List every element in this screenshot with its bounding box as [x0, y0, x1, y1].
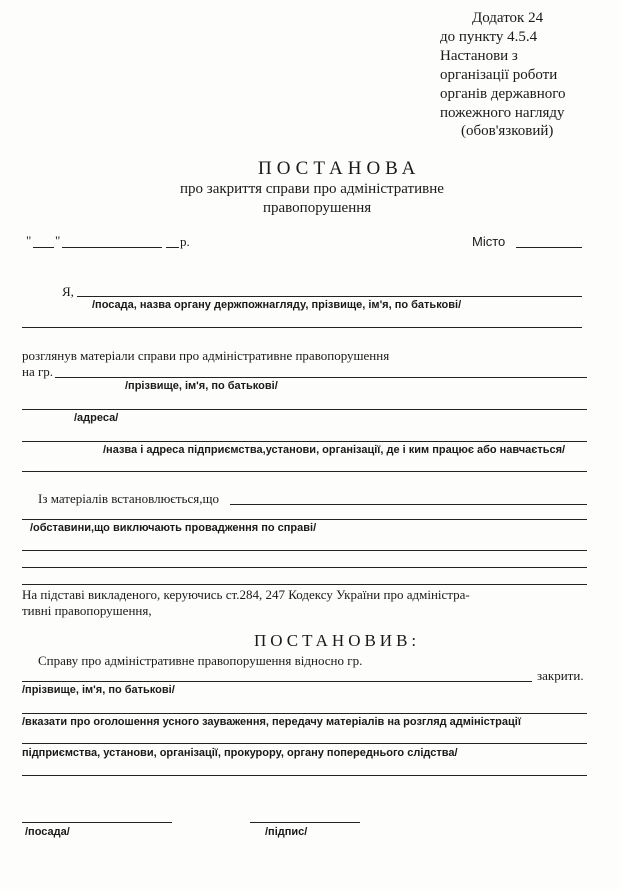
- resolved-heading: ПОСТАНОВИВ:: [254, 631, 421, 650]
- decision-field[interactable]: [22, 713, 587, 714]
- caption-violator-name: /прізвище, ім'я, по батькові/: [22, 684, 175, 696]
- appendix-org: організації роботи: [440, 67, 558, 83]
- date-year-suffix: р.: [180, 234, 190, 249]
- considered-text: розглянув матеріали справи про адміністративне правопорушення: [22, 348, 390, 363]
- city-label: Місто: [472, 234, 506, 249]
- established-field[interactable]: [230, 504, 587, 505]
- circumstances-field[interactable]: [22, 550, 587, 551]
- decision-field-2[interactable]: [22, 743, 587, 744]
- circumstances-field-2[interactable]: [22, 567, 587, 568]
- appendix-bodies: органів державного: [440, 86, 566, 102]
- date-month-field[interactable]: [62, 247, 162, 248]
- on-citizen-label: на гр.: [22, 364, 54, 379]
- caption-circumstances: /обставини,що виключають провадження по справі/: [30, 522, 317, 534]
- caption-address: /адреса/: [74, 412, 119, 424]
- appendix-number: Додаток 24: [472, 10, 544, 26]
- document-title: ПОСТАНОВА: [258, 158, 421, 179]
- citizen-name-field[interactable]: [55, 377, 587, 378]
- date-quote-open: ": [26, 233, 32, 248]
- signature-field[interactable]: [250, 822, 360, 823]
- caption-signature: /підпис/: [265, 826, 308, 838]
- appendix-mandatory: (обов'язковий): [461, 123, 554, 139]
- workplace-field[interactable]: [22, 441, 587, 442]
- caption-citizen-name: /прізвище, ім'я, по батькові/: [125, 380, 278, 392]
- date-year-field[interactable]: [166, 247, 179, 248]
- legal-basis-text-2: тивні правопорушення,: [22, 603, 152, 618]
- decision-field-3[interactable]: [22, 775, 587, 776]
- workplace-field-2[interactable]: [22, 471, 587, 472]
- date-quote-close: ": [55, 233, 61, 248]
- circumstances-field-3[interactable]: [22, 584, 587, 585]
- legal-basis-text: На підставі викладеного, керуючись ст.284, 247 Кодексу України про адміністра-: [22, 587, 470, 602]
- address-field[interactable]: [22, 409, 587, 410]
- position-field[interactable]: [22, 822, 172, 823]
- established-field-2[interactable]: [22, 519, 587, 520]
- ya-label: Я,: [62, 284, 74, 299]
- city-field[interactable]: [516, 247, 582, 248]
- document-subtitle-2: правопорушення: [263, 200, 372, 216]
- date-day-field[interactable]: [33, 247, 54, 248]
- violator-name-field[interactable]: [22, 681, 532, 682]
- caption-organizations: підприємства, установи, організації, прокурору, органу попереднього слідства/: [22, 747, 458, 759]
- appendix-clause: до пункту 4.5.4: [440, 29, 538, 45]
- appendix-supervision: пожежного нагляду: [440, 105, 565, 121]
- case-text: Справу про адміністративне правопорушення відносно гр.: [38, 653, 363, 668]
- document-subtitle: про закриття справи про адміністративне: [180, 181, 444, 197]
- appendix-guideline: Настанови з: [440, 48, 518, 64]
- caption-workplace: /назва і адреса підприємства,установи, організації, де і ким працює або навчається/: [103, 444, 566, 456]
- caption-indicate: /вказати про оголошення усного зауваження, передачу матеріалів на розгляд адміністрації: [22, 716, 521, 728]
- established-text: Із матеріалів встановлюється,що: [38, 491, 219, 506]
- close-text: закрити.: [537, 668, 584, 683]
- caption-position: /посада/: [25, 826, 70, 838]
- official-field[interactable]: [77, 296, 582, 297]
- caption-official: /посада, назва органу держпожнагляду, прізвище, ім'я, по батькові/: [92, 299, 462, 311]
- official-field-2[interactable]: [22, 327, 582, 328]
